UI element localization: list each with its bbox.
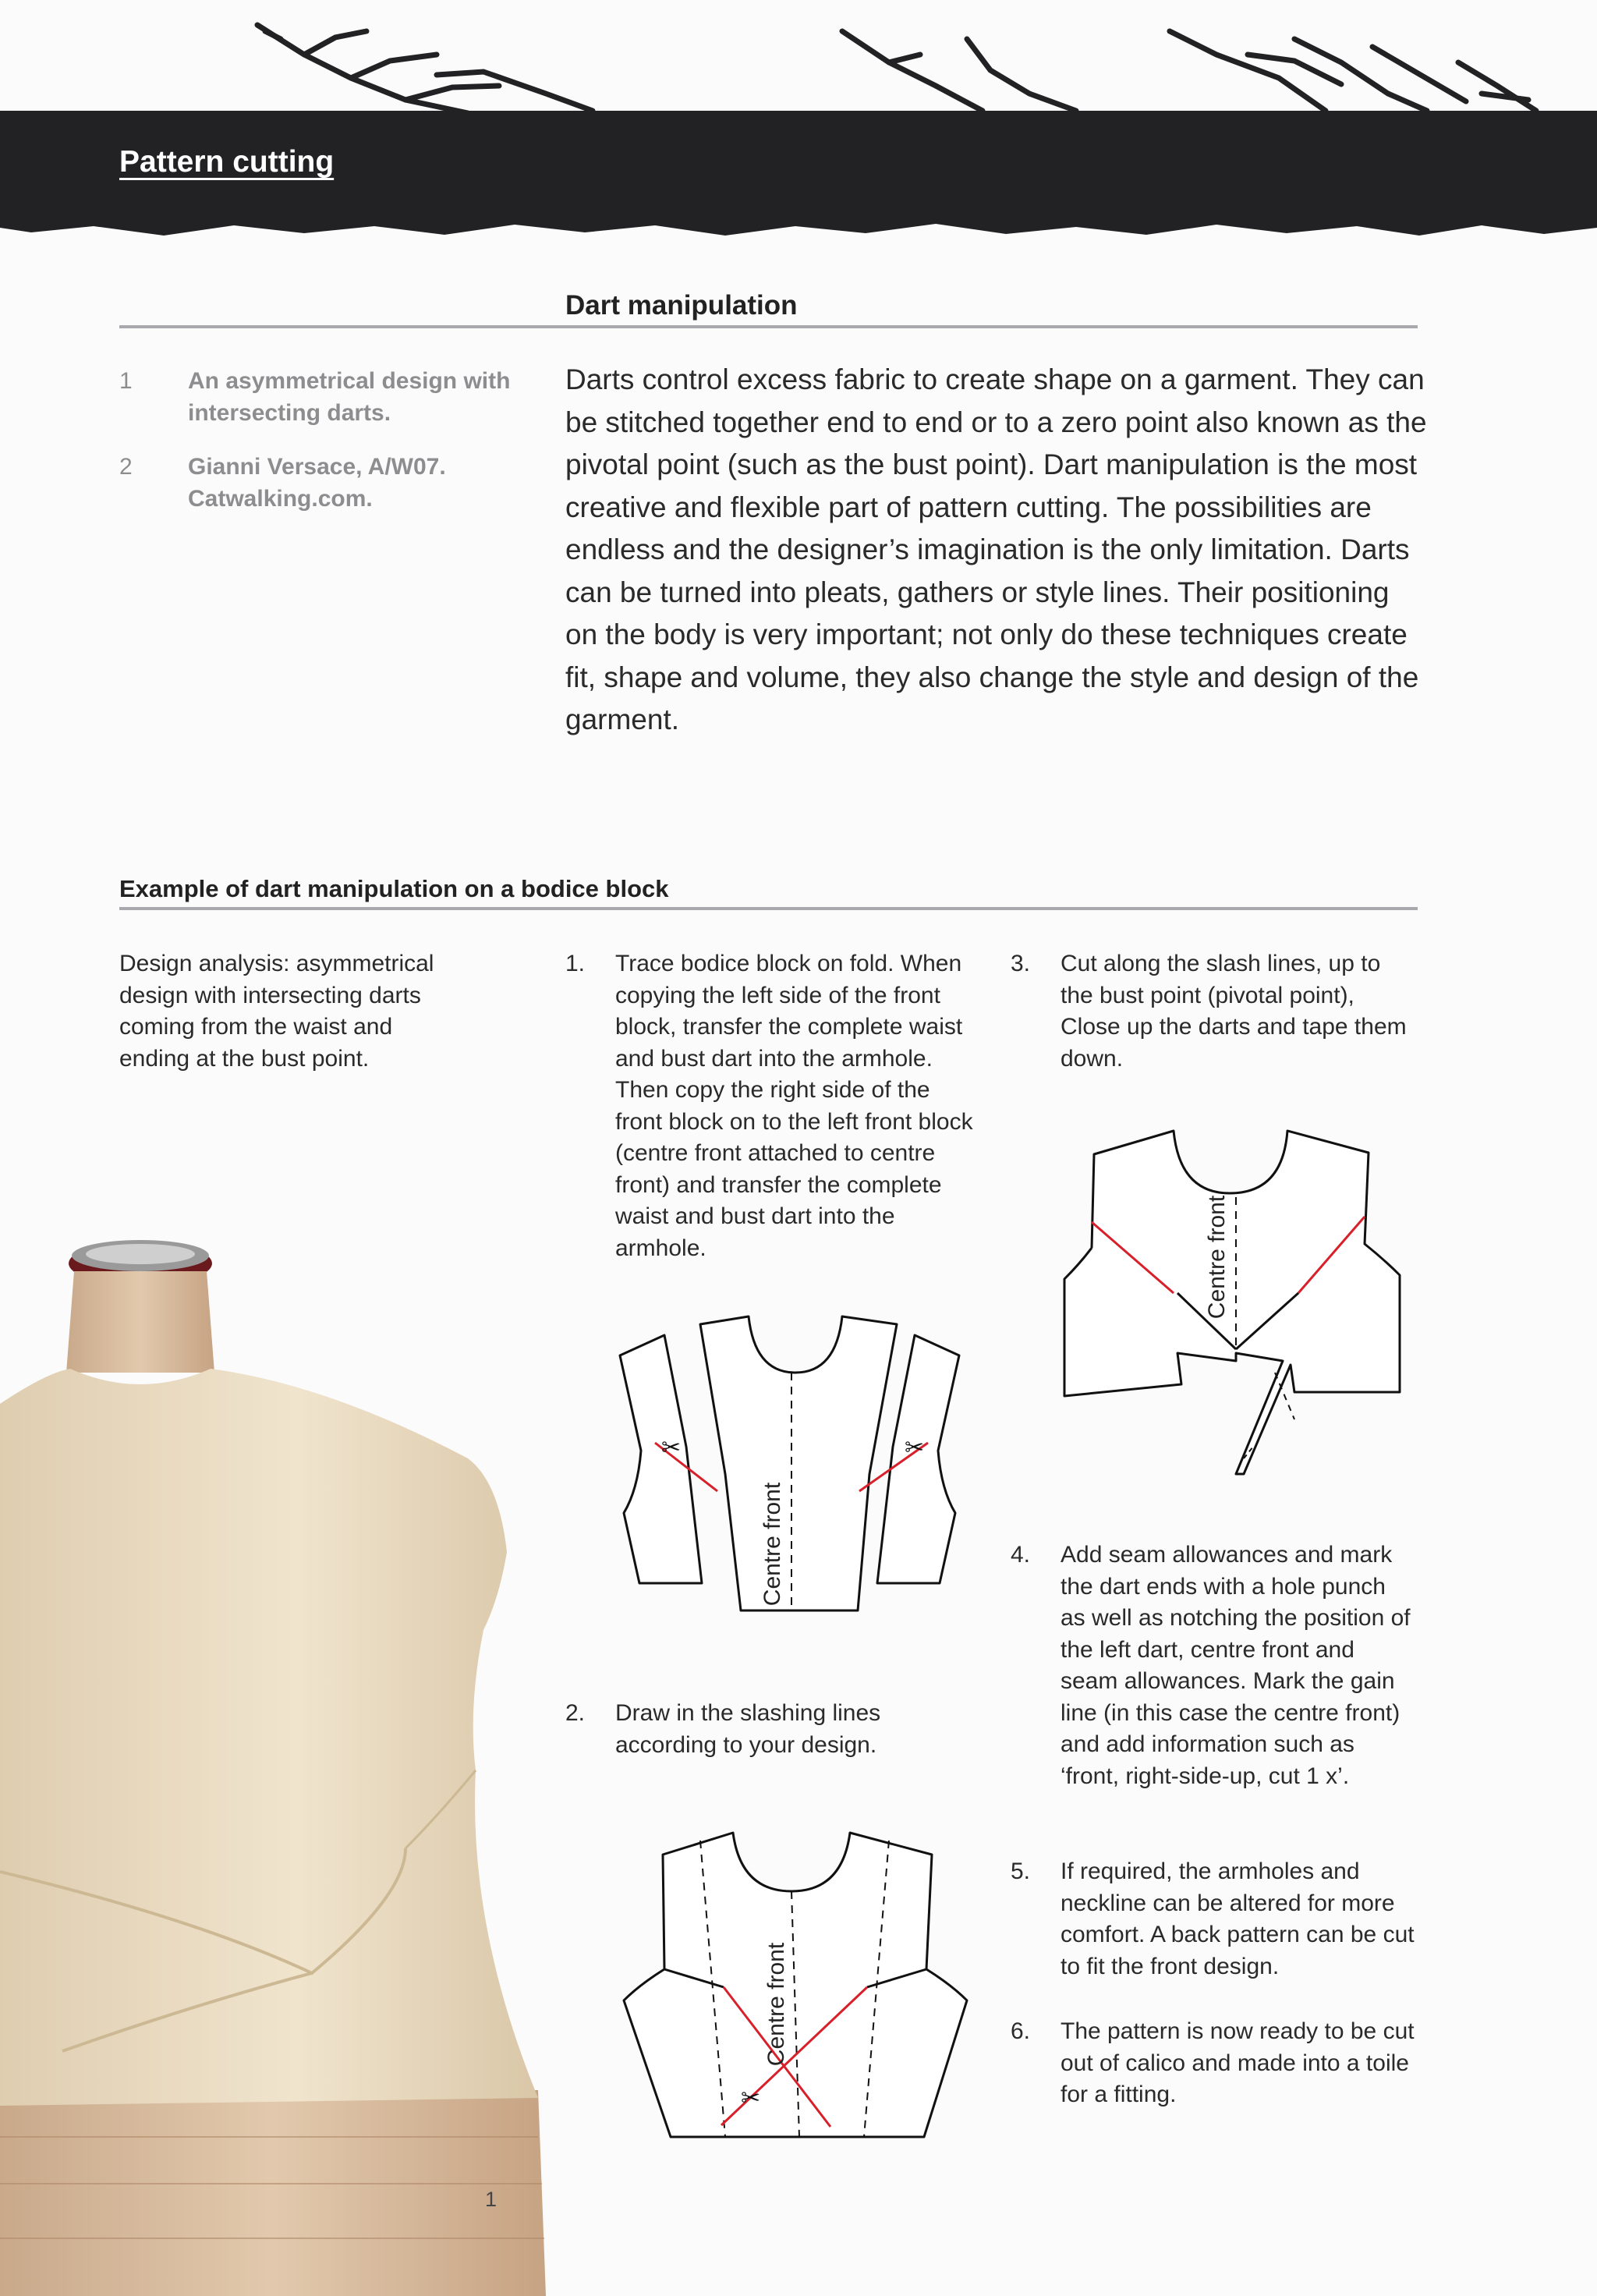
- step-text: If required, the armholes and neckline can be altered for more comfort. A back pattern can be cut to fit the front design.: [1061, 1858, 1415, 1979]
- step-6: [1011, 2016, 1416, 2111]
- step-number: 4.: [1011, 1542, 1031, 1568]
- diagram-1-traced-block: [616, 1310, 975, 1622]
- step-3: [1011, 948, 1416, 1075]
- step-number: 1.: [565, 951, 586, 976]
- step-5: [1011, 1856, 1416, 1982]
- toile-photo: [0, 1224, 561, 2296]
- header-banner: [0, 0, 1597, 250]
- step-number: 5.: [1011, 1858, 1031, 1884]
- step-4: [1011, 1540, 1416, 1792]
- step-text: Trace bodice block on fold. When copying the left side of the front block, transfer the complete waist and bust dart into the armhole. Then copy the right side of the front block on to the left front block (centre front attached to centre front) and transfer the complete waist and bust dart into the armhole.: [615, 951, 973, 1261]
- step-2: [565, 1698, 916, 1761]
- example-rule: [119, 907, 1418, 910]
- step-number: 6.: [1011, 2018, 1031, 2044]
- caption-number: 1: [119, 368, 133, 394]
- article-heading: Dart manipulation: [565, 290, 798, 321]
- intro-paragraph: Darts control excess fabric to create shape on a garment. They can be stitched together end to end or to a zero point also known as the pivotal point (such as the bust point). Dart manipulation is the most creative and flexible part of pattern cutting. The possibilities are endless and the designer’s imagination is the only limitation. Darts can be turned into pleats, gathers or style lines. Their positioning on the body is very important; not only do these techniques create fit, shape and volume, they also change the style and design of the garment.: [565, 363, 1427, 735]
- page-number: 1: [485, 2188, 498, 2211]
- caption-item: [119, 451, 540, 515]
- scissors-icon: ✂: [661, 1435, 682, 1461]
- scissors-icon: ✂: [741, 2085, 761, 2111]
- caption-item: [119, 365, 540, 429]
- step-1: [565, 948, 975, 1264]
- step-number: 3.: [1011, 951, 1031, 976]
- step-text: The pattern is now ready to be cut out of calico and made into a toile for a fitting.: [1061, 2018, 1415, 2107]
- example-heading: Example of dart manipulation on a bodice block: [119, 875, 669, 902]
- calico-toile: [0, 1369, 538, 2106]
- step-text: Draw in the slashing lines according to your design.: [615, 1700, 881, 1758]
- centre-front-label: Centre front: [763, 1942, 789, 2067]
- section-title: Pattern cutting: [119, 145, 335, 179]
- diagram-2-slash-lines: [616, 1809, 975, 2145]
- centre-front-label: Centre front: [1204, 1195, 1230, 1320]
- step-number: 2.: [565, 1700, 586, 1726]
- design-analysis: Design analysis: asymmetrical design with intersecting darts coming from the waist and ending at the bust point.: [119, 951, 434, 1072]
- centre-front-label: Centre front: [760, 1482, 785, 1607]
- step-text: Add seam allowances and mark the dart ends with a hole punch as well as notching the position of the left dart, centre front and seam allowances. Mark the gain line (in this case the centre front) and add information such as ‘front, right-side-up, cut 1 x’.: [1061, 1542, 1411, 1789]
- branch-silhouette: [257, 25, 1536, 113]
- scissors-icon: ✂: [905, 1435, 925, 1461]
- centre-front-piece: [700, 1316, 897, 1610]
- step-text: Cut along the slash lines, up to the bust point (pivotal point), Close up the darts and tape them down.: [1061, 951, 1407, 1072]
- caption-list: [119, 365, 540, 537]
- caption-text: An asymmetrical design with intersecting darts.: [188, 368, 511, 426]
- heading-rule: [119, 325, 1418, 328]
- diagram-3-darts-closed: [1057, 1115, 1415, 1486]
- caption-text: Gianni Versace, A/W07. Catwalking.com.: [188, 454, 446, 512]
- caption-number: 2: [119, 454, 133, 480]
